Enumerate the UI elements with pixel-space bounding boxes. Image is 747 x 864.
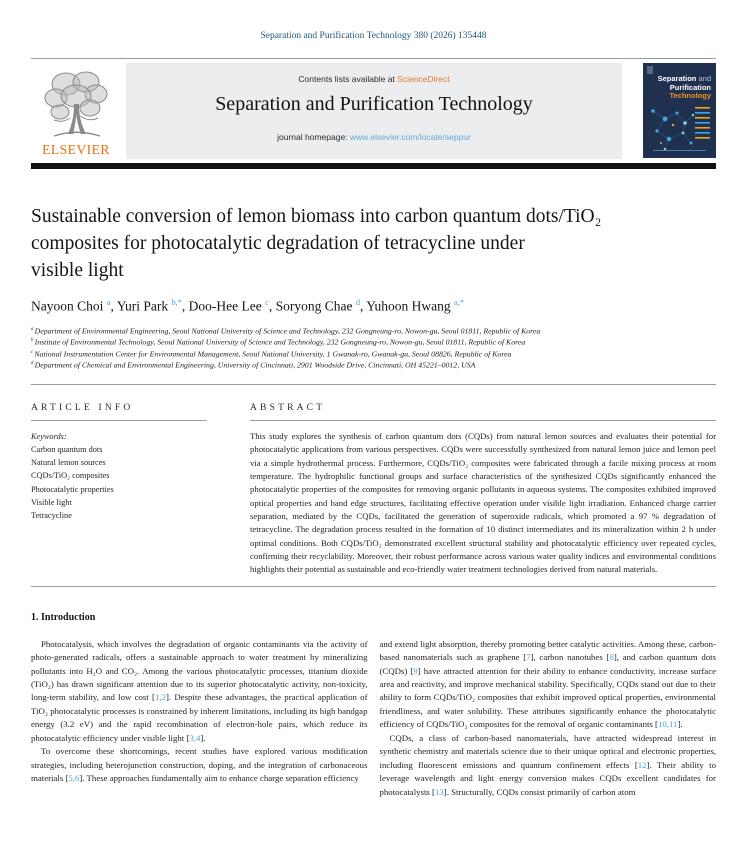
divider [31,58,716,59]
paper-title-line: Sustainable conversion of lemon biomass into carbon quantum dots/TiO₂ [31,206,602,227]
keyword: Carbon quantum dots [31,445,103,455]
cover-title-line3: Technology [669,91,711,100]
divider [31,384,716,385]
journal-homepage-line [126,132,622,142]
keyword: CQDs/TiO₂ composites [31,471,110,481]
keywords-label: Keywords: [31,431,67,441]
abstract-heading: ABSTRACT [250,402,326,413]
text-run: ]. [677,719,683,730]
text-run: National Instrumentation Center for Environmental Management, Seoul National University, 1 Gwanak-ro, Gwanak-gu, Seoul 08826, Republic of Korea [34,349,512,359]
cover-title [658,75,711,101]
contents-list-line [126,74,622,84]
journal-citation-link[interactable]: Separation and Purification Technology 380 (2026) 135448 [260,31,487,41]
elsevier-logo[interactable] [31,63,121,159]
text-run: Photocatalysis, which involves the degradation of organic contaminants via the activity of photo-generated radicals, offers a sustainable approach to water treatment by mineralizing pollutants into H₂O and CO₂. Among the various photocatalytic processes, titanium dioxide (TiO₂) has drawn significant attention due to its superior photocatalytic activity, non-toxicity, long-term stability, and low cost [ [31,638,368,703]
cover-title-line1: Separation [657,74,697,83]
citation-ref-link[interactable]: 3,4 [189,732,201,743]
article-info-column [31,403,207,577]
journal-title: Separation and Purification Technology [215,93,533,115]
text-run: ]. [200,732,206,743]
section-heading-introduction: 1. Introduction [31,611,96,623]
paragraph [380,732,717,799]
citation-ref-link[interactable]: 13 [434,786,444,797]
text-run: , Soryong Chae [268,298,356,314]
keyword: Natural lemon sources [31,458,106,468]
journal-cover-thumbnail[interactable] [643,63,716,158]
text-run: ] have attracted attention for their ability to enhance conductivity, increase surface area and reactivity, and improve mechanical stability. Specifically, CQDs stand out due to their ability to form CQDs/TiO₂ composites that exhibit improved optical properties, environmental friendliness, and water solubility. These attributes significantly enhance the photocatalytic efficiency of CQDs/TiO₂ composites for the removal of organic contaminants [ [379,665,717,730]
text-run: Institute of Environmental Technology, Seoul National University of Science and Technology, 232 Gongneung-ro, Nowon-gu, Seoul 01811, Republic of Korea [34,337,526,347]
body-column-left [31,638,368,799]
citation-ref-link[interactable]: 7 [526,652,531,663]
text-run: Department of Chemical and Environmental Engineering, University of Cincinnati, 2901 Woodside Drive, Cincinnati, OH 45221–0012, USA [34,360,476,370]
divider [31,420,207,421]
keyword: Photocatalytic properties [31,484,114,494]
elsevier-wordmark: ELSEVIER [42,142,110,157]
cover-title-and: and [696,74,711,83]
text-run: , Yuri Park [110,298,172,314]
divider [250,420,716,421]
superscript-ref[interactable]: a,* [454,298,465,307]
superscript-ref[interactable]: a [31,326,35,332]
text-run: Department of Environmental Engineering, Seoul National University of Science and Technology, 232 Gongneung-ro, Nowon-gu, Seoul 01811, Republic of Korea [34,326,541,336]
text-run: ]. These approaches fundamentally aim to enhance charge separation efficiency [79,773,359,784]
contents-prefix: Contents lists available at [298,74,398,84]
paper-title [31,203,716,284]
article-info-heading: ARTICLE INFO [31,402,134,413]
citation-ref-link[interactable]: 5,6 [68,773,80,784]
superscript-ref[interactable]: c [265,298,269,307]
citation-ref-link[interactable]: 8 [609,652,614,663]
citation-ref-link[interactable]: 9 [413,665,418,676]
text-run: and extend light absorption, thereby promoting better catalytic activities. Among these, carbon-based nanomaterials such as graphene [ [379,638,716,663]
journal-masthead [126,63,622,159]
text-run: ], and carbon quantum dots (CQDs) [ [379,652,716,676]
text-run: Nayoon Choi [31,298,107,314]
paragraph [31,745,368,785]
body-column-right [380,638,717,799]
citation-ref-link[interactable]: 1,2 [154,692,166,703]
affiliation [31,325,716,337]
paper-title-line: visible light [31,260,124,281]
cover-title-line2: Purification [669,82,711,92]
journal-header-banner [31,63,716,159]
affiliation [31,359,716,371]
superscript-ref[interactable]: c [31,349,35,355]
citation-ref-link[interactable]: 12 [637,759,647,770]
superscript-ref[interactable]: d [31,361,35,367]
superscript-ref[interactable]: b,* [171,298,182,307]
introduction-body [31,638,716,799]
text-run: ]. Their ability to leverage wavelength and light energy conversion makes CQDs excellent candidates for photocatalysts [ [379,759,716,797]
text-run: , Doo-Hee Lee [181,298,266,314]
keyword: Tetracycline [31,511,72,521]
affiliation-list [31,325,716,371]
text-run: To overcome these shortcomings, recent studies have explored various modification strategies, including heterojunction construction, doping, and the integration of carbonaceous materials [ [31,746,368,784]
header-black-bar [31,163,716,169]
paragraph [380,638,717,732]
text-run: ]. Despite these advantages, the practical application of TiO₂ photocatalytic processes is constrained by inherent limitations, including its high bandgap energy (3.2 eV) and the rapid recombination of electron-hole pairs, which reduce its photocatalytic efficiency under visible light [ [31,692,368,743]
paper-title-line: composites for photocatalytic degradation of tetracycline under [31,233,525,254]
abstract-column [250,403,716,577]
text-run: ], carbon nanotubes [ [530,652,610,663]
homepage-prefix: journal homepage: [277,132,350,142]
affiliation [31,348,716,360]
journal-homepage-link[interactable]: www.elsevier.com/locate/seppur [349,132,471,142]
affiliation [31,336,716,348]
elsevier-tree-icon [40,68,112,142]
author-list [31,298,716,315]
text-run: ]. Structurally, CQDs consist primarily of carbon atom [443,786,636,797]
cover-network-art [643,101,716,158]
text-run: CQDs, a class of carbon-based nanomaterials, have attracted widespread interest in synthetic chemistry and materials science due to their unique optical and electronic properties, including fluorescent emissions and quantum confinement effects [ [379,732,716,770]
superscript-ref[interactable]: b [31,338,35,344]
superscript-ref[interactable]: a [106,298,111,307]
divider [31,586,716,587]
keyword: Visible light [31,497,72,507]
text-run: , Yuhoon Hwang [360,298,455,314]
cover-publisher-mark [647,66,653,74]
abstract-text: This study explores the synthesis of carbon quantum dots (CQDs) from natural lemon sources and evaluates their potential for photocatalytic applications from various perspectives. CQDs were successfully synthesized from natural lemon juice and lemon peel via a simple hydrothermal process. Furthermore, CQDs/TiO₂ composites were fabricated through a facile mixing process at room temperature. The hydrophilic functional groups and surface characteristics of the synthesized CQDs significantly enhanced the photocatalytic properties of the composites for removing organic pollutants in aqueous systems. The composites exhibited improved optical properties and band edge structures, facilitating effective operation under visible light irradiation. Enhanced charge carrier separation, mediated by the CQDs, facilitated the generation of superoxide radicals, which promoted a 97 % degradation of tetracycline. The degradation process resulted in the formation of 10 distinct intermediates and its mineralization within 2 h under optimal conditions. Both CQDs/TiO₂ demonstrated excellent structural stability and photocatalytic efficiency over repeated cycles, confirming their recyclability. Moreover, their robust performance across various water quality indices and environmental conditions highlights their potential as sustainable and eco-friendly water treatment technologies derived from natural materials. [250,430,716,575]
superscript-ref[interactable]: d [355,298,361,307]
sciencedirect-link[interactable]: ScienceDirect [397,74,450,84]
paragraph [31,638,368,746]
citation-ref-link[interactable]: 10,11 [657,719,678,730]
